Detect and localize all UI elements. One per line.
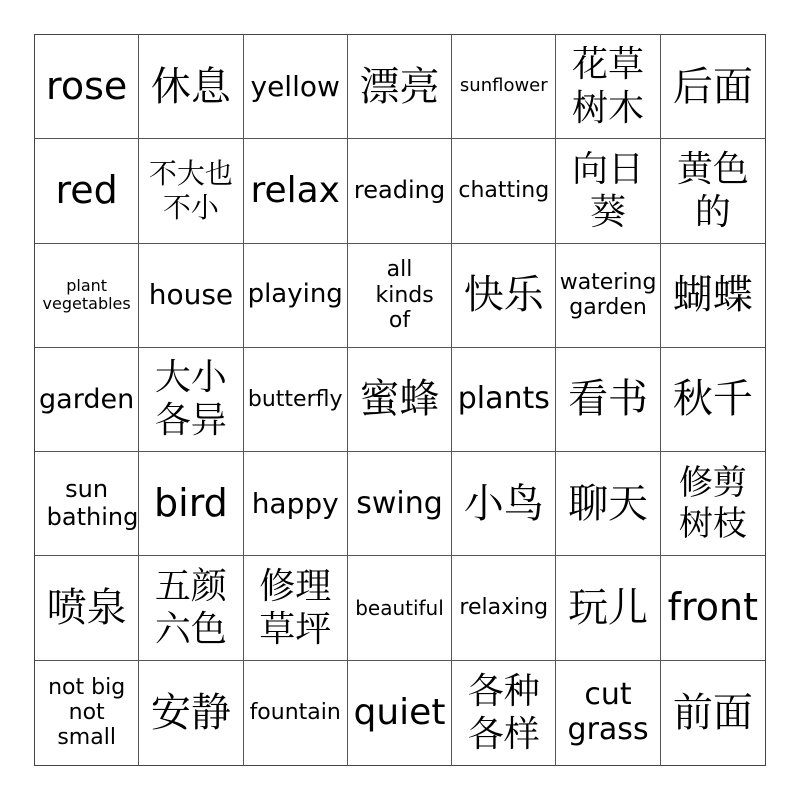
bingo-cell[interactable] — [661, 244, 765, 348]
bingo-cell[interactable] — [35, 244, 139, 348]
bingo-cell[interactable] — [244, 452, 348, 556]
bingo-cell-text: 喷泉 — [46, 585, 127, 632]
bingo-cell-text: happy — [251, 486, 339, 520]
bingo-cell[interactable] — [35, 139, 139, 243]
bingo-cell-text: relax — [250, 170, 340, 212]
bingo-cell[interactable] — [139, 348, 243, 452]
bingo-cell[interactable] — [35, 661, 139, 765]
bingo-cell[interactable] — [556, 556, 660, 660]
bingo-cell[interactable] — [556, 35, 660, 139]
bingo-cell-text: 玩儿 — [568, 585, 649, 632]
bingo-cell-text: 蝴蝶 — [672, 272, 753, 319]
bingo-cell-text: watering garden — [559, 269, 657, 321]
bingo-cell[interactable] — [139, 452, 243, 556]
bingo-cell[interactable] — [348, 556, 452, 660]
bingo-cell-text: 蜜蜂 — [359, 376, 440, 423]
bingo-cell-text: 安静 — [150, 689, 231, 736]
bingo-cell[interactable] — [661, 348, 765, 452]
bingo-cell[interactable] — [244, 661, 348, 765]
bingo-cell-text: 漂亮 — [359, 63, 440, 110]
bingo-cell[interactable] — [139, 244, 243, 348]
bingo-cell-text: sun bathing — [46, 475, 139, 531]
bingo-cell[interactable] — [452, 452, 556, 556]
bingo-cell-text: 大小各异 — [154, 357, 227, 442]
bingo-cell-text: all kinds of — [375, 257, 434, 333]
bingo-cell-text: reading — [353, 176, 446, 205]
bingo-cell[interactable] — [35, 452, 139, 556]
bingo-cell-text: front — [667, 585, 759, 630]
bingo-cell[interactable] — [348, 348, 452, 452]
bingo-cell-text: fountain — [249, 700, 341, 726]
bingo-cell[interactable] — [661, 139, 765, 243]
bingo-cell-text: chatting — [458, 178, 550, 204]
bingo-cell[interactable] — [244, 556, 348, 660]
bingo-cell-text: 休息 — [150, 63, 231, 110]
bingo-cell[interactable] — [139, 139, 243, 243]
bingo-cell[interactable] — [452, 35, 556, 139]
bingo-cell-text: 修理草坪 — [259, 565, 332, 651]
bingo-cell-text: bird — [154, 480, 228, 525]
bingo-cell-text: beautiful — [355, 595, 444, 620]
bingo-cell-text: 修剪树枝 — [678, 462, 747, 544]
bingo-cell-text: rose — [46, 63, 128, 108]
bingo-cell-text: 聊天 — [568, 480, 649, 527]
bingo-cell-text: 后面 — [672, 63, 753, 110]
bingo-cell[interactable] — [244, 348, 348, 452]
bingo-cell-text: not big not small — [48, 674, 126, 751]
bingo-cell-text: 不大也不小 — [148, 157, 233, 224]
bingo-cell[interactable] — [139, 556, 243, 660]
bingo-cell-text: quiet — [353, 692, 446, 734]
bingo-cell[interactable] — [348, 452, 452, 556]
bingo-cell-text: red — [55, 168, 118, 213]
bingo-cell[interactable] — [556, 244, 660, 348]
bingo-cell[interactable] — [661, 452, 765, 556]
bingo-cell[interactable] — [348, 139, 452, 243]
bingo-cell[interactable] — [35, 35, 139, 139]
bingo-cell-text: sunflower — [459, 75, 548, 97]
bingo-cell[interactable] — [661, 661, 765, 765]
bingo-card — [34, 34, 766, 766]
bingo-cell[interactable] — [556, 139, 660, 243]
bingo-cell-text: playing — [247, 279, 343, 310]
bingo-cell-text: garden — [39, 383, 135, 415]
bingo-cell[interactable] — [348, 35, 452, 139]
bingo-cell[interactable] — [348, 244, 452, 348]
bingo-cell-text: house — [148, 278, 234, 312]
bingo-cell[interactable] — [139, 661, 243, 765]
bingo-cell-text: 黄色的 — [676, 148, 749, 233]
bingo-cell-text: 看书 — [568, 376, 649, 423]
bingo-cell-text: cut grass — [567, 677, 649, 747]
bingo-cell-text: 各种各样 — [467, 670, 540, 755]
bingo-cell[interactable] — [452, 556, 556, 660]
bingo-cell[interactable] — [35, 556, 139, 660]
bingo-cell-text: plant vegetables — [42, 275, 131, 314]
bingo-cell-text: 小鸟 — [463, 480, 544, 527]
bingo-cell-text: 五颜六色 — [154, 565, 227, 651]
bingo-cell-text: swing — [356, 485, 443, 521]
bingo-cell[interactable] — [244, 35, 348, 139]
bingo-cell[interactable] — [661, 556, 765, 660]
bingo-cell[interactable] — [35, 348, 139, 452]
bingo-cell[interactable] — [556, 452, 660, 556]
bingo-cell-text: 秋千 — [672, 376, 753, 423]
bingo-cell-text: plants — [457, 381, 550, 417]
bingo-cell-text: 向日葵 — [572, 148, 645, 233]
bingo-cell-text: butterfly — [247, 386, 343, 412]
bingo-cell[interactable] — [556, 661, 660, 765]
bingo-cell[interactable] — [348, 661, 452, 765]
bingo-cell-text: 花草树木 — [572, 44, 645, 129]
bingo-cell[interactable] — [244, 139, 348, 243]
bingo-cell[interactable] — [139, 35, 243, 139]
bingo-cell[interactable] — [244, 244, 348, 348]
bingo-cell-text: 快乐 — [463, 272, 544, 319]
bingo-cell[interactable] — [452, 244, 556, 348]
bingo-cell-text: relaxing — [459, 595, 549, 621]
bingo-cell[interactable] — [452, 139, 556, 243]
bingo-cell[interactable] — [556, 348, 660, 452]
bingo-cell[interactable] — [452, 348, 556, 452]
bingo-cell-text: yellow — [250, 69, 340, 103]
bingo-cell[interactable] — [452, 661, 556, 765]
bingo-cell-text: 前面 — [672, 689, 753, 736]
bingo-cell[interactable] — [661, 35, 765, 139]
